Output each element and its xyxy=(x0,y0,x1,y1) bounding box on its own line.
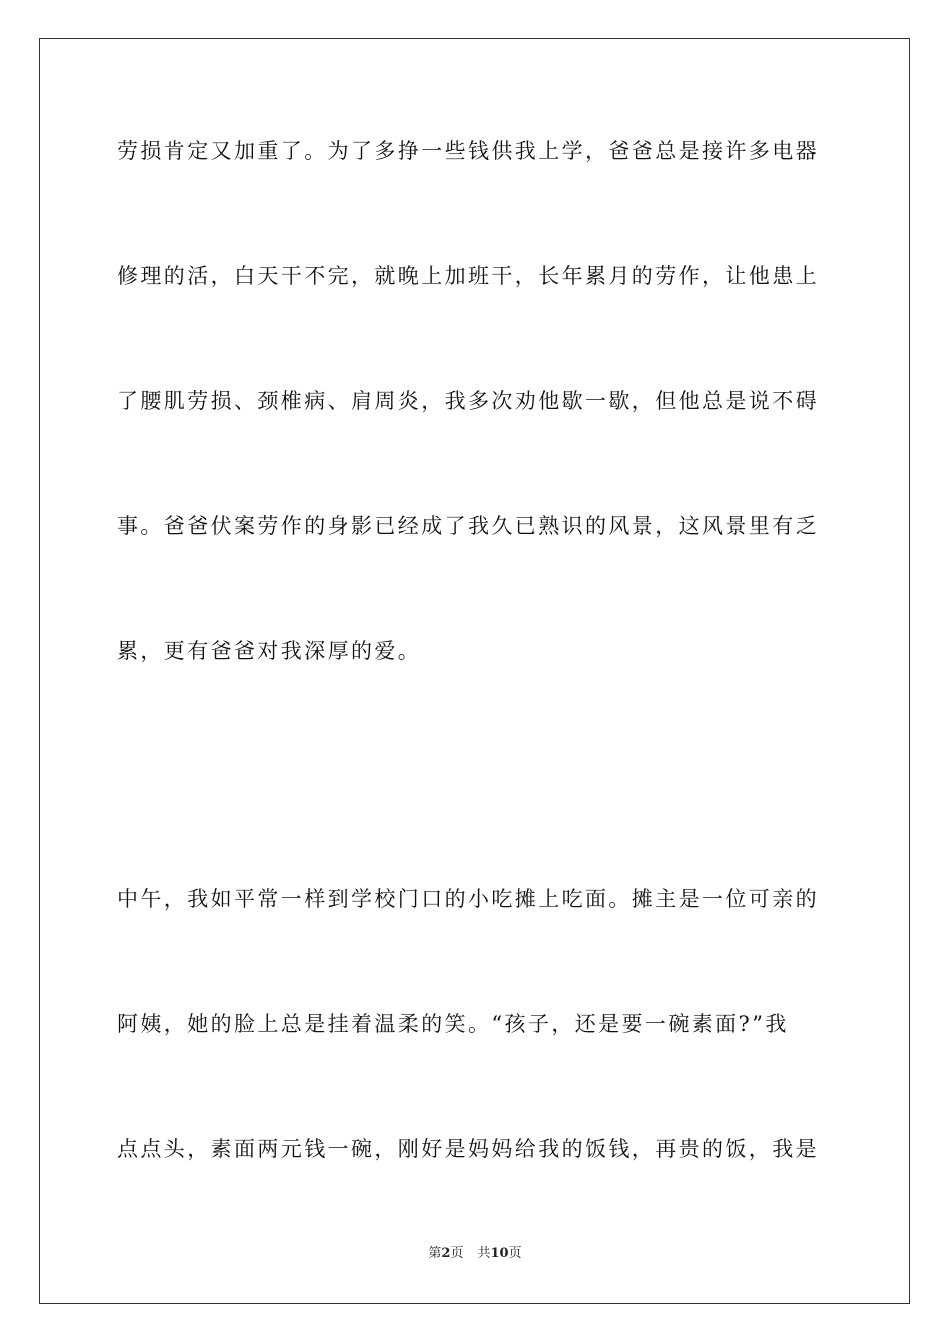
text-line: 了腰肌劳损、颈椎病、肩周炎，我多次劝他歇一歇，但他总是说不碍 xyxy=(117,389,819,413)
text-line: 点点头，素面两元钱一碗，刚好是妈妈给我的饭钱，再贵的饭，我是 xyxy=(117,1137,819,1161)
page-footer xyxy=(0,1244,950,1264)
page-prefix: 第 xyxy=(428,1246,442,1261)
text-line: 修理的活，白天干不完，就晚上加班干，长年累月的劳作，让他患上 xyxy=(117,264,819,288)
text-line: 事。爸爸伏案劳作的身影已经成了我久已熟识的风景，这风景里有乏 xyxy=(117,514,819,538)
page-suffix: 页 xyxy=(450,1246,464,1261)
total-prefix: 共 xyxy=(477,1246,491,1261)
text-line: 累，更有爸爸对我深厚的爱。 xyxy=(117,639,422,663)
page-number: 2 xyxy=(441,1246,451,1261)
page-border xyxy=(39,38,910,1304)
total-suffix: 页 xyxy=(508,1246,522,1261)
total-pages: 10 xyxy=(490,1246,509,1261)
text-line: 中午，我如平常一样到学校门口的小吃摊上吃面。摊主是一位可亲的 xyxy=(117,887,819,911)
text-line: 劳损肯定又加重了。为了多挣一些钱供我上学，爸爸总是接许多电器 xyxy=(117,139,819,163)
text-line: 阿姨，她的脸上总是挂着温柔的笑。“孩子，还是要一碗素面?”我 xyxy=(117,1012,789,1036)
